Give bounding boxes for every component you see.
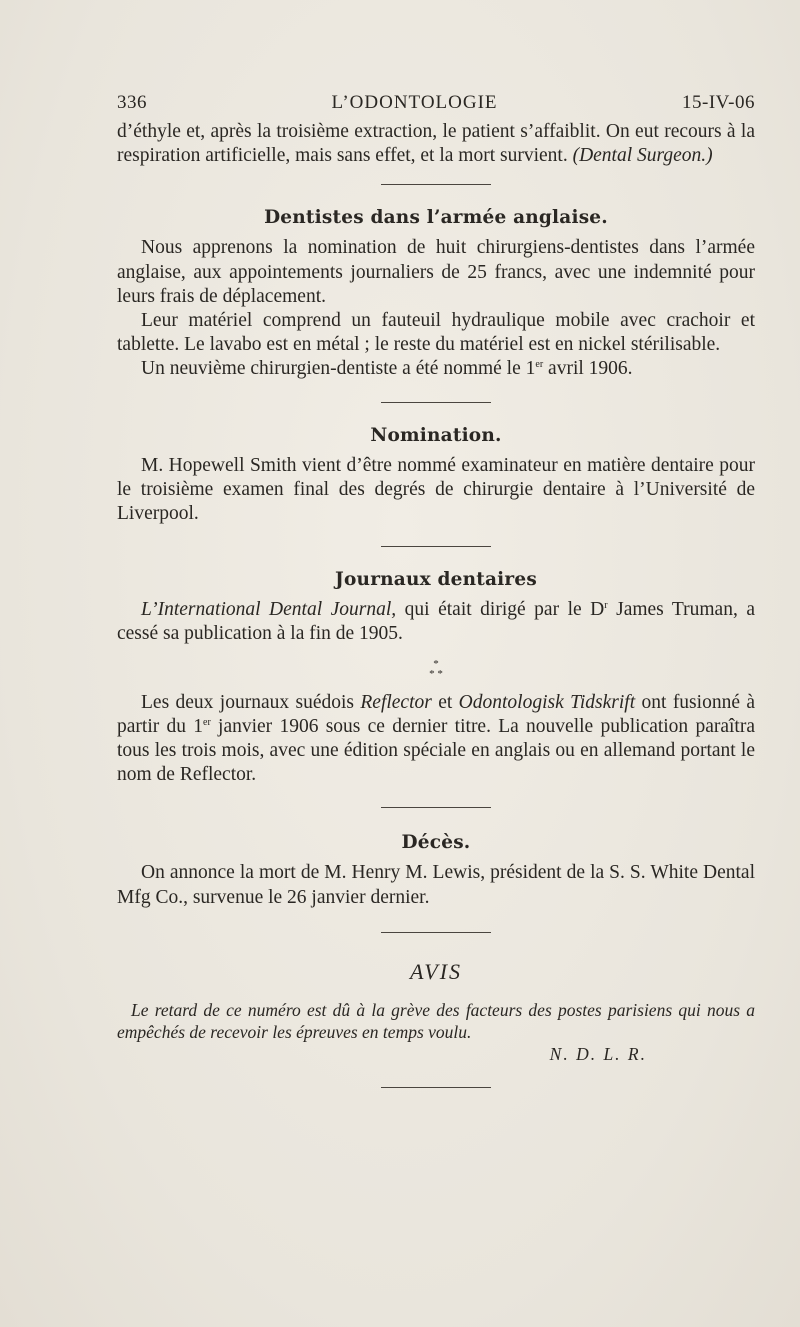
avis-body: Le retard de ce numéro est dû à la grève des facteurs des postes parisiens qui nous a empêchés de recevoir les épreuves en temps voulu.	[117, 999, 755, 1042]
superscript: er	[203, 716, 211, 728]
avis-signature: N. D. L. R.	[549, 1043, 647, 1064]
journaux-p1-text: qui était dirigé par le D	[396, 599, 605, 621]
armee-paragraph-1: Nous apprenons la nomination de huit chirurgiens-dentistes dans l’armée anglaise, aux appointements journaliers de 25 francs, avec une indemnité pour leurs frais de déplacement.	[117, 237, 755, 307]
armee-paragraph-2: Leur matériel comprend un fauteuil hydraulique mobile avec crachoir et tablette. Le lavabo est en métal ; le reste du matériel est en nickel stérilisable.	[117, 310, 755, 356]
page-number: 336	[117, 92, 147, 113]
heading-deces: Décès.	[401, 832, 471, 854]
asterism-top: *	[433, 657, 439, 670]
asterism-bottom: * *	[429, 667, 443, 680]
armee-p3-date: avril 1906.	[543, 358, 633, 380]
journal-title-tidskrift: Odontologisk Tidskrift	[458, 691, 636, 713]
deces-paragraph: On annonce la mort de M. Henry M. Lewis, président de la S. S. White Dental Mfg Co., survenue le 26 janvier dernier.	[117, 862, 755, 908]
superscript: r	[604, 600, 608, 612]
heading-nomination: Nomination.	[370, 424, 502, 446]
running-header	[117, 92, 755, 114]
section-divider	[381, 402, 491, 403]
intro-paragraph	[117, 120, 755, 168]
armee-p3-text: Un neuvième chirurgien-dentiste a été nommé le 1	[141, 358, 536, 380]
heading-armee: Dentistes dans l’armée anglaise.	[264, 207, 608, 229]
journaux-p2-rest: janvier 1906 sous ce dernier titre. La nouvelle publication paraîtra tous les trois mois, avec une édition spéciale en anglais ou en allemand portant le nom de Reflector.	[117, 715, 755, 786]
section-divider	[381, 546, 491, 547]
section-divider	[381, 932, 491, 933]
journal-title: L’ODONTOLOGIE	[331, 92, 498, 113]
journal-title-reflector: Reflector	[360, 691, 432, 713]
journaux-p2-mid: ont fusionné à partir du 1	[117, 691, 755, 737]
journal-title-idj: L’International Dental Journal,	[141, 599, 397, 621]
intro-source: (Dental Surgeon.)	[572, 145, 713, 167]
page-content	[117, 92, 755, 1088]
journaux-p2-text: Les deux journaux suédois	[141, 691, 361, 713]
journaux-paragraph-1	[117, 598, 755, 646]
journaux-p1-rest: James Truman, a cessé sa publication à la fin de 1905.	[117, 599, 755, 645]
section-divider	[381, 184, 491, 185]
issue-date: 15-IV-06	[682, 92, 755, 113]
armee-paragraph-3	[117, 357, 755, 381]
journaux-p2-and: et	[431, 691, 459, 713]
superscript: er	[535, 359, 544, 371]
section-divider	[381, 807, 491, 808]
asterism	[117, 659, 755, 679]
heading-avis: AVIS	[409, 958, 463, 984]
journaux-paragraph-2	[117, 691, 755, 788]
heading-journaux: Journaux dentaires	[335, 569, 537, 591]
section-divider	[381, 1087, 491, 1088]
nomination-paragraph: M. Hopewell Smith vient d’être nommé examinateur en matière dentaire pour le troisième examen final des degrés de chirurgie dentaire à l’Université de Liverpool.	[117, 454, 755, 525]
intro-text: d’éthyle et, après la troisième extraction, le patient s’affaiblit. On eut recours à la respiration artificielle, mais sans effet, et la mort survient.	[117, 121, 755, 167]
